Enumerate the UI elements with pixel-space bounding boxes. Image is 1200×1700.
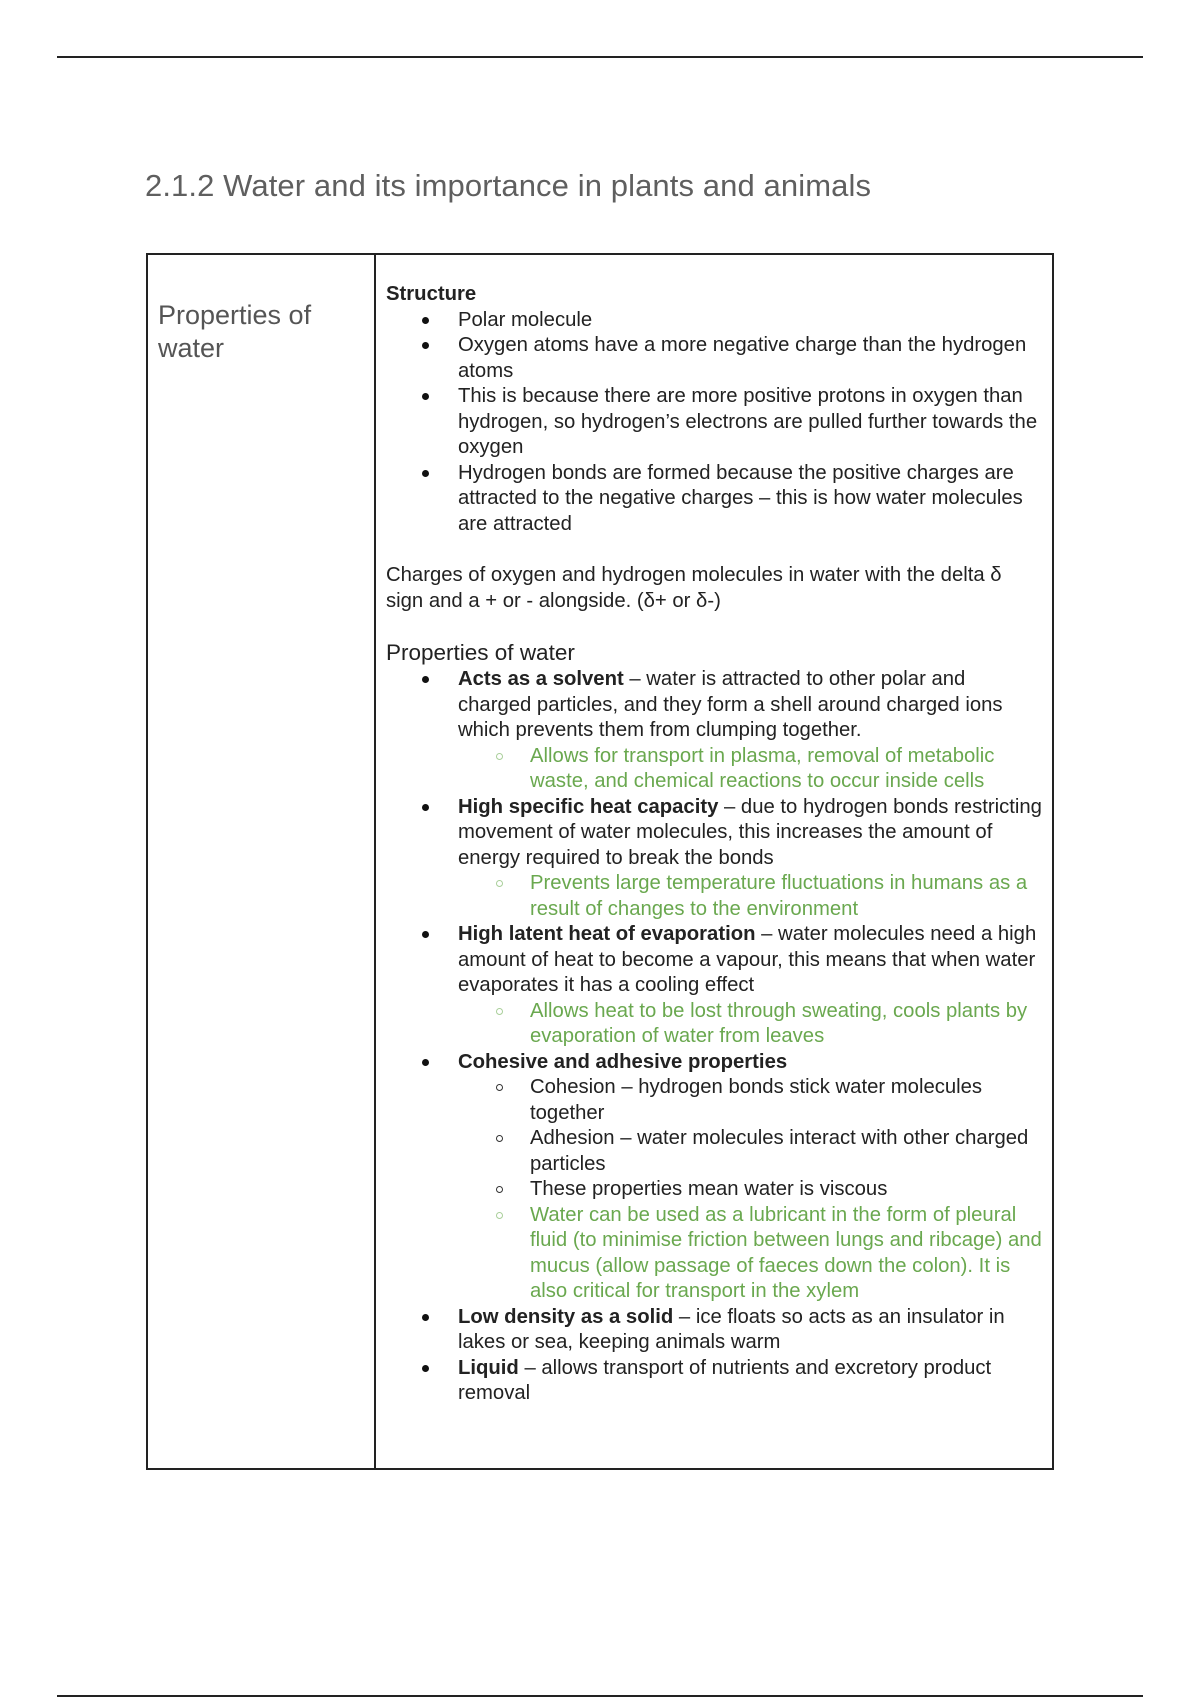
list-item-text: This is because there are more positive protons in oxygen than hydrogen, so hydrogen’s electrons are pulled further towards the oxygen [458, 385, 1038, 458]
bullet-icon [422, 1059, 429, 1066]
list-item [458, 308, 1044, 334]
circle-bullet-icon [496, 1135, 503, 1142]
sub-list [458, 1075, 1044, 1305]
sub-item [530, 1126, 1044, 1177]
footer-rule [57, 1695, 1143, 1697]
list-item-text: Oxygen atoms have a more negative charge than the hydrogen atoms [458, 334, 1027, 382]
sub-item-text: Prevents large temperature fluctuations in humans as a result of changes to the environment [530, 872, 1028, 920]
property-term: High specific heat capacity [458, 795, 719, 818]
application-item [530, 999, 1044, 1050]
bullet-icon [422, 1365, 429, 1372]
circle-bullet-icon [496, 1212, 503, 1219]
application-item [530, 1203, 1044, 1305]
bullet-icon [422, 342, 429, 349]
content-cell [375, 254, 1053, 1469]
property-term: Acts as a solvent [458, 668, 624, 690]
list-item-text: Polar molecule [458, 308, 593, 331]
property-item [458, 1050, 1044, 1305]
sub-item-text: Adhesion – water molecules interact with other charged particles [530, 1127, 1029, 1175]
bullet-icon [422, 676, 429, 683]
circle-bullet-icon [496, 880, 503, 887]
sub-list [458, 744, 1044, 795]
application-item [530, 744, 1044, 795]
property-term: High latent heat of evaporation [458, 923, 756, 945]
header-rule [57, 56, 1143, 58]
sub-item [530, 1075, 1044, 1126]
sub-item-text: Allows heat to be lost through sweating, cools plants by evaporation of water from leaves [530, 999, 1028, 1047]
topic-label: Properties of water [158, 300, 312, 363]
list-item [458, 384, 1044, 461]
property-item [458, 922, 1044, 1050]
bullet-icon [422, 470, 429, 477]
notes-table [146, 253, 1054, 1470]
sub-list [458, 999, 1044, 1050]
property-desc: – due to hydrogen bonds restricting movement of water molecules, this increases the amount of energy required to break the bonds [458, 795, 1042, 869]
list-item [458, 333, 1044, 384]
property-item [458, 667, 1044, 795]
sub-item-text: Allows for transport in plasma, removal of metabolic waste, and chemical reactions to occur inside cells [530, 744, 995, 792]
property-item [458, 1305, 1044, 1356]
charges-note: Charges of oxygen and hydrogen molecules in water with the delta δ sign and a + or - alongside. (δ+ or δ-) [386, 564, 1002, 612]
bullet-icon [422, 931, 429, 938]
property-term: Cohesive and adhesive properties [458, 1050, 788, 1073]
property-desc: – allows transport of nutrients and excretory product removal [458, 1356, 992, 1404]
property-desc: – water is attracted to other polar and charged particles, and they form a shell around charged ions which prevents them from clumping together. [458, 668, 1003, 741]
property-desc: – water molecules need a high amount of heat to become a vapour, this means that when water evaporates it has a cooling effect [458, 923, 1037, 996]
sub-list [458, 871, 1044, 922]
page-title: 2.1.2 Water and its importance in plants and animals [145, 168, 872, 203]
sub-item [530, 1177, 1044, 1203]
list-item-text: Hydrogen bonds are formed because the positive charges are attracted to the negative charges – this is how water molecules are attracted [458, 461, 1023, 535]
circle-bullet-icon [496, 753, 503, 760]
structure-heading: Structure [386, 283, 477, 305]
properties-list [386, 667, 1044, 1407]
bullet-icon [422, 1314, 429, 1321]
sub-item-text: Water can be used as a lubricant in the form of pleural fluid (to minimise friction between lungs and ribcage) and mucus (allow passage of faeces down the colon). It is also critical for transport in the xylem [530, 1203, 1042, 1302]
property-desc: – ice floats so acts as an insulator in lakes or sea, keeping animals warm [458, 1305, 1005, 1353]
bullet-icon [422, 393, 429, 400]
topic-cell [147, 254, 375, 1469]
circle-bullet-icon [496, 1008, 503, 1015]
property-item [458, 795, 1044, 923]
circle-bullet-icon [496, 1084, 503, 1091]
property-term: Liquid [458, 1356, 519, 1379]
property-term: Low density as a solid [458, 1305, 674, 1328]
structure-list [386, 308, 1044, 538]
application-item [530, 871, 1044, 922]
bullet-icon [422, 317, 429, 324]
property-item [458, 1356, 1044, 1407]
sub-item-text: These properties mean water is viscous [530, 1178, 888, 1200]
bullet-icon [422, 804, 429, 811]
table-row [147, 254, 1053, 1469]
properties-heading: Properties of water [386, 640, 575, 665]
sub-item-text: Cohesion – hydrogen bonds stick water molecules together [530, 1076, 983, 1124]
list-item [458, 461, 1044, 538]
circle-bullet-icon [496, 1186, 503, 1193]
